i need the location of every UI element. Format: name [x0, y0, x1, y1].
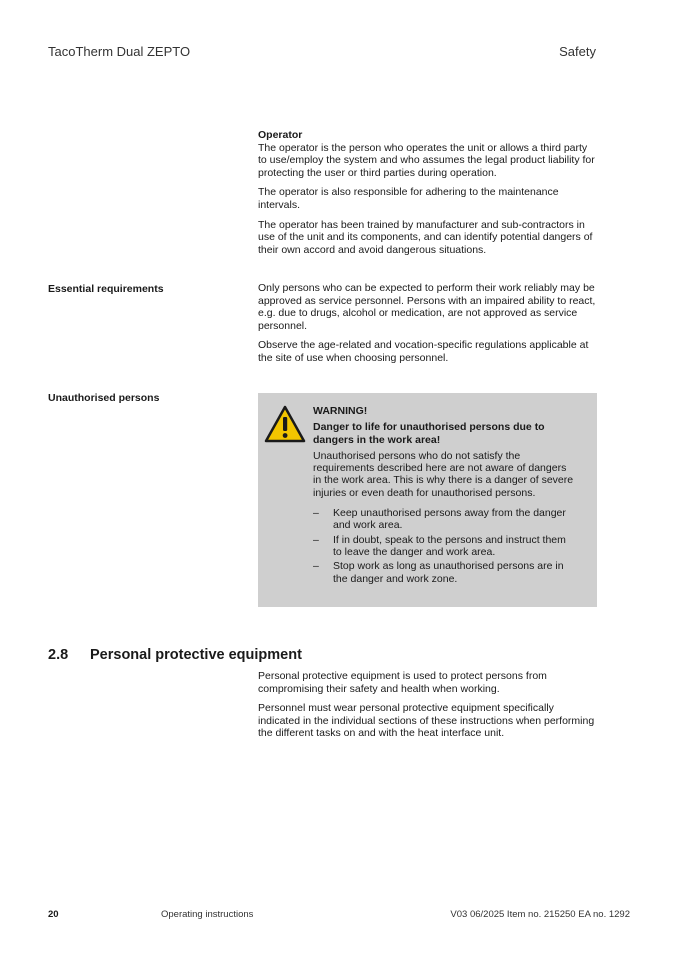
- page-number: 20: [48, 909, 59, 920]
- warning-box: [258, 393, 597, 607]
- list-item-text: If in doubt, speak to the persons and instruct them to leave the danger and work area.: [333, 533, 566, 558]
- header-chapter: Safety: [559, 44, 596, 59]
- section-number: 2.8: [48, 647, 69, 663]
- warning-body: Unauthorised persons who do not satisfy the requirements described here are not aware of dangers in the work area. This is why there is a danger of severe injuries or even death for unauthorised persons.: [313, 449, 574, 499]
- section-paragraph: Personnel must wear personal protective equipment specifically indicated in the individual sections of these instructions when performing the different tasks on and with the heat interface unit.: [258, 702, 595, 740]
- section-paragraph: Personal protective equipment is used to protect persons from compromising their safety and health when working.: [258, 670, 547, 695]
- section-title: Personal protective equipment: [90, 647, 302, 663]
- essential-paragraph: Observe the age-related and vocation-specific regulations applicable at the site of use when choosing personnel.: [258, 339, 589, 364]
- warning-title: WARNING!: [313, 405, 368, 417]
- section-body: [258, 670, 598, 747]
- essential-heading: Essential requirements: [48, 283, 164, 295]
- footer-doc-type: Operating instructions: [161, 909, 254, 920]
- operator-paragraph: The operator has been trained by manufacturer and sub-contractors in use of the unit and its components, and can identify potential dangers of their own accord and avoid dangerous situations.: [258, 218, 593, 256]
- operator-paragraph: The operator is the person who operates the unit or allows a third party to use/employ the system and who assumes the legal product liability for protecting the user or third parties during operation.: [258, 141, 595, 179]
- list-item: [313, 534, 575, 559]
- operator-label: Operator: [258, 129, 303, 141]
- warning-headline: Danger to life for unauthorised persons due to dangers in the work area!: [313, 421, 545, 446]
- unauthorised-heading: Unauthorised persons: [48, 392, 160, 404]
- warning-triangle-icon: [264, 405, 306, 443]
- header-product: TacoTherm Dual ZEPTO: [48, 44, 191, 59]
- essential-block: [258, 282, 598, 372]
- section-heading: [48, 647, 302, 663]
- footer-version: V03 06/2025 Item no. 215250 EA no. 1292: [450, 909, 630, 920]
- bullet-dash: –: [313, 560, 319, 573]
- essential-paragraph: Only persons who can be expected to perform their work reliably may be approved as service personnel. Persons with an impaired ability to react, e.g. due to drugs, alcohol or medication, are not approved as service personnel.: [258, 282, 596, 332]
- list-item: [313, 560, 575, 585]
- list-item-text: Stop work as long as unauthorised persons are in the danger and work zone.: [333, 560, 564, 585]
- warning-content: [313, 405, 575, 587]
- warning-list: [313, 507, 575, 585]
- list-item-text: Keep unauthorised persons away from the danger and work area.: [333, 507, 566, 532]
- operator-block: [258, 129, 598, 263]
- bullet-dash: –: [313, 507, 319, 520]
- operator-paragraph: The operator is also responsible for adhering to the maintenance intervals.: [258, 186, 559, 211]
- bullet-dash: –: [313, 533, 319, 546]
- list-item: [313, 507, 575, 532]
